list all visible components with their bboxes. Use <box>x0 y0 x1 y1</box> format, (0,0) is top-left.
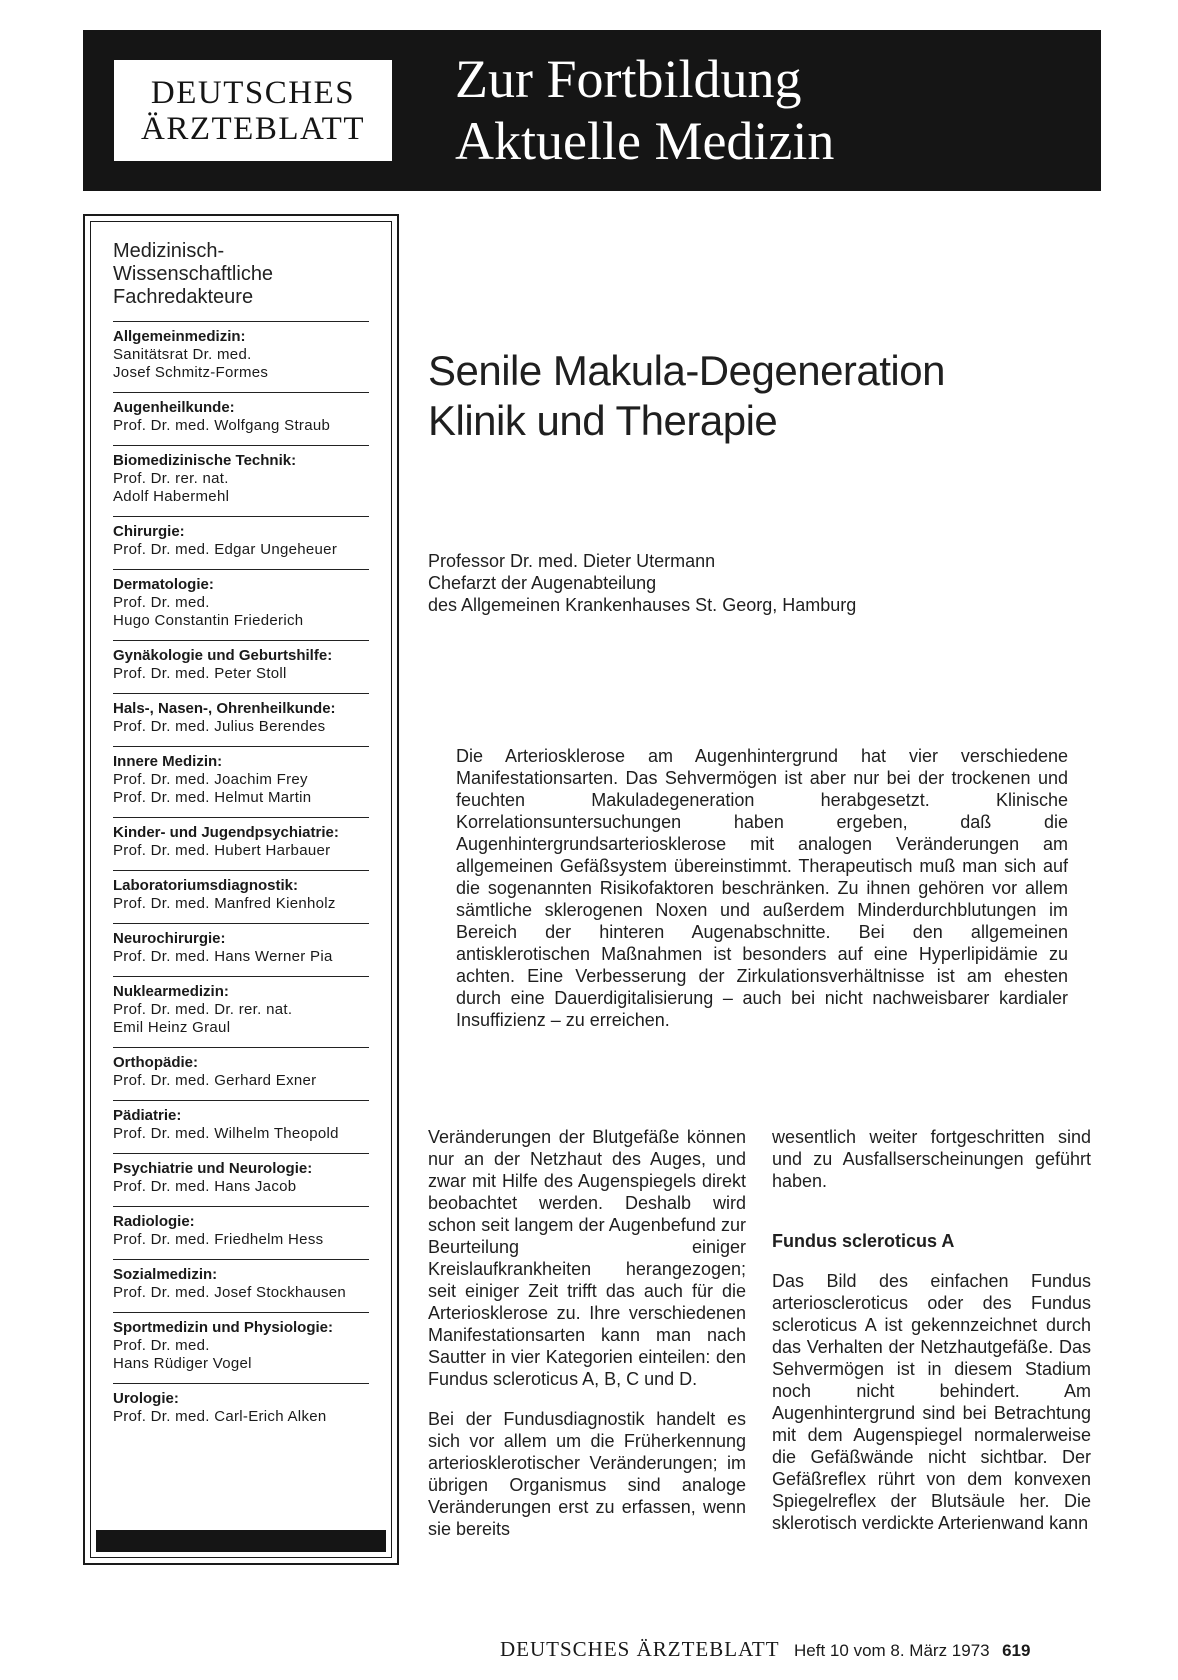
editor-section-title: Urologie: <box>113 1390 179 1407</box>
editor-section-name: Prof. Dr. med. Dr. rer. nat. Emil Heinz Graul <box>113 1001 293 1036</box>
editor-section-name: Prof. Dr. med. Peter Stoll <box>113 665 287 682</box>
journal-logo <box>114 60 392 161</box>
editor-section-name: Prof. Dr. rer. nat. Adolf Habermehl <box>113 470 230 505</box>
editor-section <box>113 569 369 640</box>
logo-line-1: DEUTSCHES <box>150 74 356 111</box>
editor-section-name: Prof. Dr. med. Carl-Erich Alken <box>113 1408 327 1425</box>
editor-section <box>113 870 369 923</box>
editor-section-name: Prof. Dr. med. Hans Jacob <box>113 1178 297 1195</box>
editor-section <box>113 516 369 569</box>
editor-section-name: Prof. Dr. med. Edgar Ungeheuer <box>113 541 338 558</box>
editor-section <box>113 321 369 392</box>
logo-line-2: ÄRZTEBLATT <box>141 110 365 147</box>
editor-section <box>113 445 369 516</box>
subheading: Fundus scleroticus A <box>772 1231 955 1251</box>
editor-section-name: Prof. Dr. med. Wilhelm Theopold <box>113 1125 339 1142</box>
sidebar-heading: Medizinisch- Wissenschaftliche Fachredakteure <box>113 240 274 308</box>
editor-section-title: Radiologie: <box>113 1213 195 1230</box>
author-block <box>428 550 856 616</box>
editor-sections <box>113 321 369 1436</box>
editor-section <box>113 817 369 870</box>
editor-section-title: Laboratoriumsdiagnostik: <box>113 877 299 894</box>
editor-section-title: Neurochirurgie: <box>113 930 226 947</box>
footer-issue: Heft 10 vom 8. März 1973 <box>794 1641 990 1660</box>
editor-section <box>113 1206 369 1259</box>
editor-section-title: Dermatologie: <box>113 576 214 593</box>
editors-sidebar-inner <box>90 221 392 1558</box>
editor-section-title: Hals-, Nasen-, Ohrenheilkunde: <box>113 700 336 717</box>
abstract: Die Arteriosklerose am Augenhintergrund hat vier verschiedene Manifestationsarten. Das Sehvermögen ist aber nur bei der trockenen und feuchten Makuladegeneration herabgesetzt. Klinische Korrelationsuntersuchungen haben ergeben, daß die Augenhintergrundsarteriosklerose mit analogen Veränderungen am allgemeinen Gefäßsystem übereinstimmt. Therapeutisch muß man sich auf die sogenannten Risikofaktoren beschränken. Zu ihnen gehören vor allem sämtliche sklerogenen Noxen und außerdem Minderdurchblutungen im Bereich der hinteren Augenabschnitte. Bei den allgemeinen antisklerotischen Maßnahmen ist besonders auf eine Hyperlipidämie zu achten. Eine Verbesserung der Zirkulationsverhältnisse ist am ehesten durch eine Dauerdigitalisierung – auch bei nicht nachweisbarer kardialer Insuffizienz – zu erreichen. <box>456 746 1068 1030</box>
body-column-right <box>772 1126 1091 1534</box>
editor-section-title: Psychiatrie und Neurologie: <box>113 1160 313 1177</box>
editor-section-title: Nuklearmedizin: <box>113 983 229 1000</box>
editor-section <box>113 693 369 746</box>
editor-section-name: Prof. Dr. med. Josef Stockhausen <box>113 1284 347 1301</box>
editor-section-title: Chirurgie: <box>113 523 185 540</box>
editor-section-name: Prof. Dr. med. Friedhelm Hess <box>113 1231 324 1248</box>
editor-section-name: Prof. Dr. med. Hans Rüdiger Vogel <box>113 1337 252 1372</box>
body-column-left <box>428 1126 746 1540</box>
editor-section-title: Kinder- und Jugendpsychiatrie: <box>113 824 339 841</box>
editor-section-name: Prof. Dr. med. Manfred Kienholz <box>113 895 336 912</box>
editor-section <box>113 392 369 445</box>
editor-section-title: Pädiatrie: <box>113 1107 182 1124</box>
author-institution: des Allgemeinen Krankenhauses St. Georg, Hamburg <box>428 595 857 615</box>
page-number: 619 <box>1002 1641 1031 1660</box>
editor-section-name: Prof. Dr. med. Julius Berendes <box>113 718 326 735</box>
editor-section <box>113 1312 369 1383</box>
editor-section <box>113 640 369 693</box>
editor-section-title: Allgemeinmedizin: <box>113 328 246 345</box>
editor-section-title: Sozialmedizin: <box>113 1266 218 1283</box>
editor-section-title: Sportmedizin und Physiologie: <box>113 1319 334 1336</box>
section-title-line-2: Aktuelle Medizin <box>455 111 835 171</box>
footer-journal-name: DEUTSCHES ÄRZTEBLATT <box>500 1637 780 1661</box>
author-name: Professor Dr. med. Dieter Utermann <box>428 551 716 571</box>
editor-section-title: Augenheilkunde: <box>113 399 235 416</box>
editor-section-name: Prof. Dr. med. Hans Werner Pia <box>113 948 333 965</box>
body-paragraph: Bei der Fundusdiagnostik handelt es sich vor allem um die Früherkennung arteriosklerotischer Veränderungen; im übrigen Organismus sind analoge Veränderungen erst zu erfassen, wenn sie bereits <box>428 1409 746 1539</box>
article-title-line-2: Klinik und Therapie <box>428 397 778 444</box>
masthead-banner <box>83 30 1101 191</box>
editor-section-name: Prof. Dr. med. Joachim Frey Prof. Dr. med. Helmut Martin <box>113 771 312 806</box>
section-title-line-1: Zur Fortbildung <box>455 49 802 109</box>
editor-section-title: Innere Medizin: <box>113 753 223 770</box>
editor-section-name: Prof. Dr. med. Wolfgang Straub <box>113 417 331 434</box>
editor-section <box>113 1153 369 1206</box>
editor-section-title: Gynäkologie und Geburtshilfe: <box>113 647 333 664</box>
editor-section <box>113 1100 369 1153</box>
editor-section-name: Prof. Dr. med. Gerhard Exner <box>113 1072 317 1089</box>
article-title-line-1: Senile Makula-Degeneration <box>428 347 945 394</box>
body-paragraph: Veränderungen der Blutgefäße können nur an der Netzhaut des Auges, und zwar mit Hilfe des Augenspiegels direkt beobachtet werden. Deshalb wird schon seit langem der Augenbefund zur Beurteilung einiger Kreislaufkrankheiten herangezogen; seit einiger Zeit trifft das auch für die Arteriosklerose zu. Ihre verschiedenen Manifestationsarten kann man nach Sautter in vier Kategorien einteilen: den Fundus scleroticus A, B, C und D. <box>428 1127 746 1389</box>
section-title <box>455 48 834 172</box>
editor-section <box>113 976 369 1047</box>
editor-section <box>113 1259 369 1312</box>
editor-section-name: Prof. Dr. med. Hugo Constantin Friederich <box>113 594 304 629</box>
editor-section-name: Prof. Dr. med. Hubert Harbauer <box>113 842 331 859</box>
article-title <box>428 346 945 446</box>
editor-section <box>113 1047 369 1100</box>
editor-section-title: Orthopädie: <box>113 1054 198 1071</box>
editors-sidebar <box>83 214 399 1565</box>
body-paragraph: Das Bild des einfachen Fundus arterioscleroticus oder des Fundus scleroticus A ist gekennzeichnet durch das Verhalten der Netzhautgefäße. Das Sehvermögen ist in diesem Stadium noch nicht behindert. Am Augenhintergrund sind bei Betrachtung mit dem Augenspiegel normalerweise die Gefäßwände nicht sichtbar. Der Gefäßreflex rührt von dem konvexen Spiegelreflex der Blutsäule her. Die sklerotisch verdickte Arterienwand kann <box>772 1271 1091 1533</box>
body-paragraph: wesentlich weiter fortgeschritten sind und zu Ausfallserscheinungen geführt haben. <box>772 1127 1091 1191</box>
editor-section <box>113 746 369 817</box>
author-position: Chefarzt der Augenabteilung <box>428 573 657 593</box>
page-footer <box>500 1637 1030 1662</box>
editor-section <box>113 923 369 976</box>
editor-section <box>113 1383 369 1436</box>
editor-section-title: Biomedizinische Technik: <box>113 452 297 469</box>
editor-section-name: Sanitätsrat Dr. med. Josef Schmitz-Formes <box>113 346 269 381</box>
sidebar-bottom-bar <box>96 1530 386 1552</box>
